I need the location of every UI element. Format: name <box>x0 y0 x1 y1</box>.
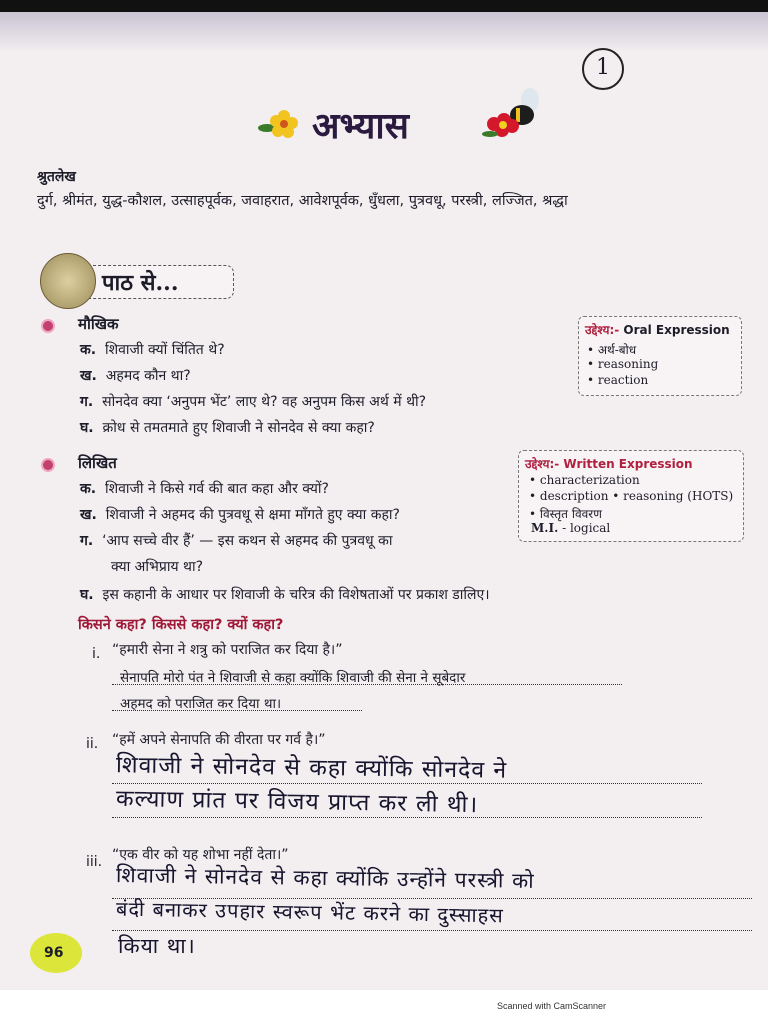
handwritten-page-mark: 1 <box>582 48 624 90</box>
oral-heading: मौखिक <box>78 315 119 333</box>
question-text: शिवाजी ने अहमद की पुत्रवधू से क्षमा माँगते हुए क्या कहा? <box>105 507 400 523</box>
textbook-page <box>0 12 768 990</box>
bee-badge-icon <box>40 253 96 309</box>
question-marker: घ. <box>80 587 94 603</box>
item-marker: i. <box>92 646 101 662</box>
page-number: 96 <box>44 945 64 961</box>
mi-label: M.I. <box>531 521 559 535</box>
question-text: अहमद कौन था? <box>105 368 191 384</box>
oral-question <box>80 340 225 359</box>
scanner-note: Scanned with CamScanner <box>497 1001 607 1011</box>
question-text: क्रोध से तमतमाते हुए शिवाजी ने सोनदेव से क्या कहा? <box>102 420 375 436</box>
page-number-badge <box>30 933 82 973</box>
objective-item: • reaction <box>587 373 649 387</box>
question-marker: घ. <box>80 420 94 436</box>
objective-item: • characterization <box>529 473 640 487</box>
question-marker: क. <box>80 342 97 358</box>
answer-text: अहमद को पराजित कर दिया था। <box>120 696 282 712</box>
lesson-header-text: पाठ से... <box>102 270 179 296</box>
oral-question <box>80 418 375 437</box>
who-said-heading: किसने कहा? किससे कहा? क्यों कहा? <box>78 617 284 633</box>
written-question <box>80 531 392 550</box>
flower-bee-icon <box>482 82 546 140</box>
objective-item: • description • reasoning (HOTS) <box>529 489 734 503</box>
written-question <box>80 505 400 524</box>
answer-line <box>112 930 752 931</box>
lesson-header <box>40 253 235 301</box>
question-text-continued: क्या अभिप्राय था? <box>111 559 204 575</box>
scanner-footer <box>0 990 768 1024</box>
objective-title: Written Expression <box>563 457 693 471</box>
dictation-words: दुर्ग, श्रीमंत, युद्ध-कौशल, उत्साहपूर्वक, जवाहरात, आवेशपूर्वक, धुँधला, पुत्रवधू, परस्त्री, लज्जित, श्रद्धा <box>37 193 568 209</box>
oral-bullet-icon <box>41 319 55 333</box>
objective-title: Oral Expression <box>623 323 730 337</box>
quote-text: “एक वीर को यह शोभा नहीं देता।” <box>112 847 289 863</box>
handwritten-answer: किया था। <box>118 934 196 958</box>
mi-value: - logical <box>562 521 611 535</box>
oral-objective-box <box>578 316 742 396</box>
page-top-shadow <box>0 12 768 52</box>
question-text: शिवाजी ने किसे गर्व की बात कहा और क्यों? <box>104 481 329 497</box>
dictation-heading: श्रुतलेख <box>37 169 76 185</box>
objective-mi <box>531 521 610 535</box>
objective-label: उद्देश्य:- <box>525 457 560 471</box>
handwritten-answer: कल्याण प्रांत पर विजय प्राप्त कर ली थी। <box>115 785 479 819</box>
written-bullet-icon <box>41 458 55 472</box>
question-text: शिवाजी क्यों चिंतित थे? <box>104 342 225 358</box>
question-marker: ख. <box>80 368 97 384</box>
page-title: अभ्यास <box>312 105 410 147</box>
question-marker: ख. <box>80 507 97 523</box>
written-objective-box <box>518 450 744 542</box>
oral-objective-heading <box>585 321 730 338</box>
objective-item: • विस्तृत विवरण <box>529 507 602 521</box>
handwritten-answer: शिवाजी ने सोनदेव से कहा क्योंकि उन्होंने परस्त्री को <box>115 863 535 893</box>
handwritten-answer: शिवाजी ने सोनदेव से कहा क्योंकि सोनदेव ने <box>115 752 508 784</box>
objective-label: उद्देश्य:- <box>585 323 620 337</box>
item-marker: ii. <box>86 736 99 752</box>
question-marker: ग. <box>80 533 94 549</box>
question-text: इस कहानी के आधार पर शिवाजी के चरित्र की विशेषताओं पर प्रकाश डालिए। <box>102 587 490 603</box>
written-objective-heading <box>525 455 693 472</box>
item-marker: iii. <box>86 854 103 870</box>
written-question <box>80 479 329 498</box>
handwritten-answer: बंदी बनाकर उपहार स्वरूप भेंट करने का दुस्साहस <box>115 896 504 928</box>
quote-text: “हमें अपने सेनापति की वीरता पर गर्व है।” <box>112 732 326 748</box>
answer-text: सेनापति मोरो पंत ने शिवाजी से कहा क्योंकि शिवाजी की सेना ने सूबेदार <box>120 670 466 686</box>
oral-question <box>80 392 426 411</box>
question-text: सोनदेव क्या ‘अनुपम भेंट’ लाए थे? वह अनुपम किस अर्थ में थी? <box>102 394 427 410</box>
oral-question <box>80 366 191 385</box>
question-marker: ग. <box>80 394 94 410</box>
written-question <box>80 585 490 604</box>
question-text: ‘आप सच्चे वीर हैं’ — इस कथन से अहमद की पुत्रवधू का <box>102 533 393 549</box>
objective-item: • reasoning <box>587 357 659 371</box>
quote-text: “हमारी सेना ने शत्रु को पराजित कर दिया है।” <box>112 642 343 658</box>
flower-left-icon <box>258 106 304 140</box>
question-marker: क. <box>80 481 97 497</box>
objective-item: • अर्थ-बोध <box>587 343 637 357</box>
written-heading: लिखित <box>78 454 117 472</box>
